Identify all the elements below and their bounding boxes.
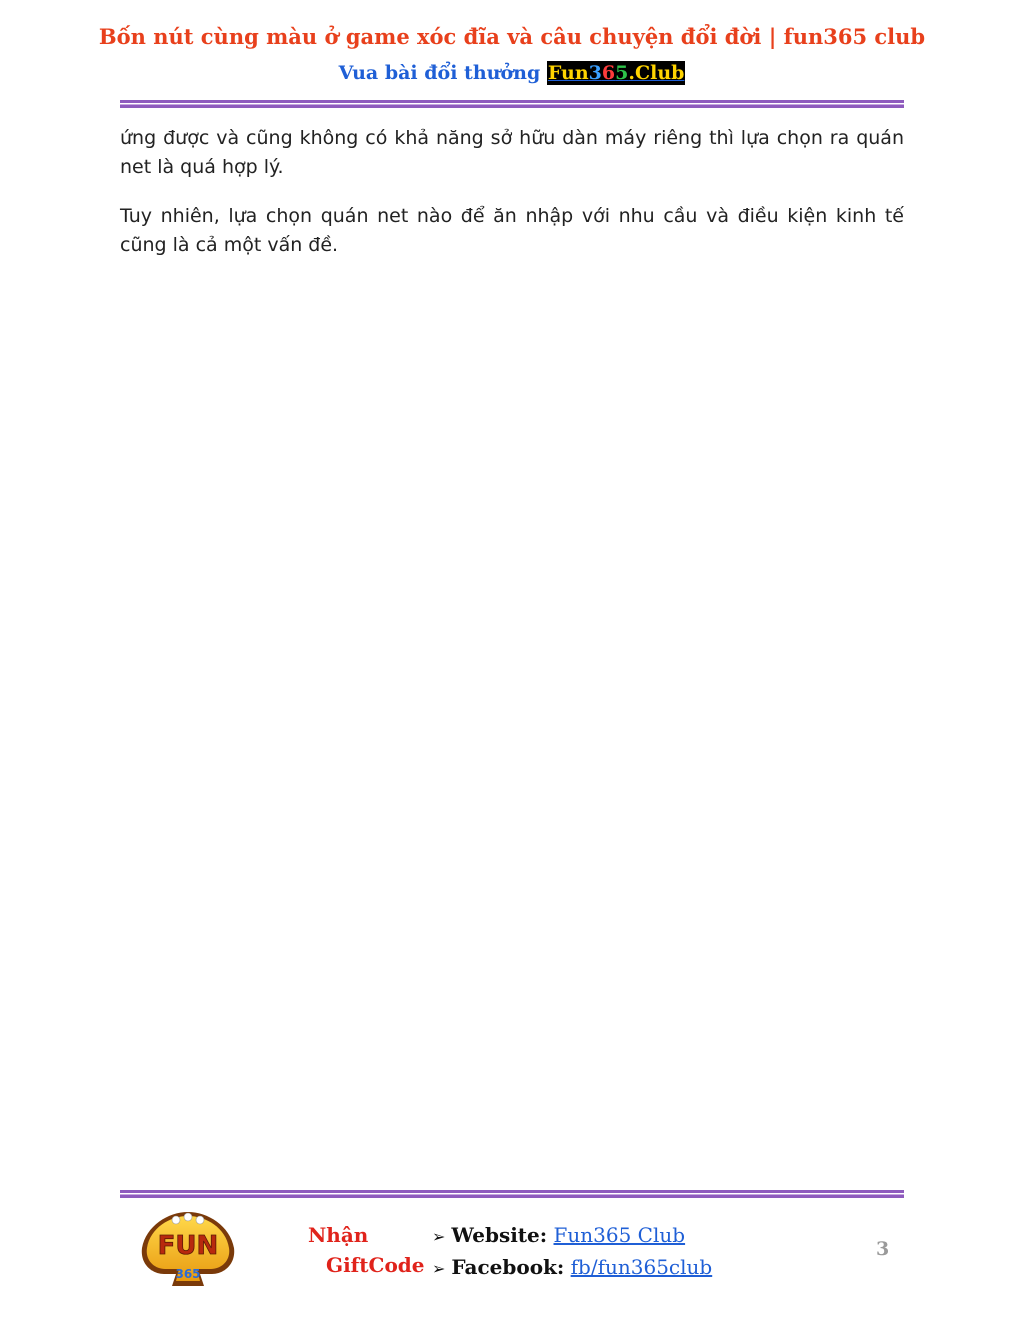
fun365-logo	[138, 1208, 238, 1288]
paragraph: Tuy nhiên, lựa chọn quán net nào để ăn nhập với nhu cầu và điều kiện kinh tế cũng là cả một vấn đề.	[120, 205, 904, 256]
website-label: Website:	[451, 1223, 548, 1247]
brand-part-fun: Fun	[547, 62, 589, 84]
footer-links	[432, 1220, 712, 1284]
giftcode-line2: GiftCode	[326, 1253, 425, 1277]
giftcode-label[interactable]	[298, 1220, 425, 1280]
website-link[interactable]: Fun365 Club	[553, 1223, 686, 1247]
footer-divider	[120, 1190, 904, 1198]
header-divider	[120, 100, 904, 108]
brand-part-5: 5	[615, 62, 629, 84]
subtitle-prefix: Vua bài đổi thưởng	[338, 62, 541, 84]
paragraph: ứng được và cũng không có khả năng sở hữu dàn máy riêng thì lựa chọn ra quán net là quá hợp lý.	[120, 127, 904, 178]
arrow-right-icon: ➢	[432, 1227, 446, 1246]
body-content	[120, 124, 904, 280]
brand-link[interactable]	[547, 61, 686, 85]
brand-part-6: 6	[601, 62, 616, 84]
facebook-row	[432, 1252, 712, 1284]
arrow-right-icon: ➢	[432, 1259, 446, 1278]
giftcode-line1: Nhận	[308, 1223, 369, 1247]
logo-wordmark: FUN	[157, 1231, 219, 1261]
page-number: 3	[876, 1238, 890, 1260]
brand-part-club: .Club	[628, 62, 685, 84]
facebook-link[interactable]: fb/fun365club	[570, 1255, 713, 1279]
document-title: Bốn nút cùng màu ở game xóc đĩa và câu chuyện đổi đời | fun365 club	[98, 24, 926, 49]
logo-digits: 365	[175, 1267, 201, 1281]
brand-part-3: 3	[588, 62, 602, 84]
facebook-label: Facebook:	[451, 1255, 565, 1279]
website-row	[432, 1220, 712, 1252]
document-subtitle	[0, 62, 1024, 84]
